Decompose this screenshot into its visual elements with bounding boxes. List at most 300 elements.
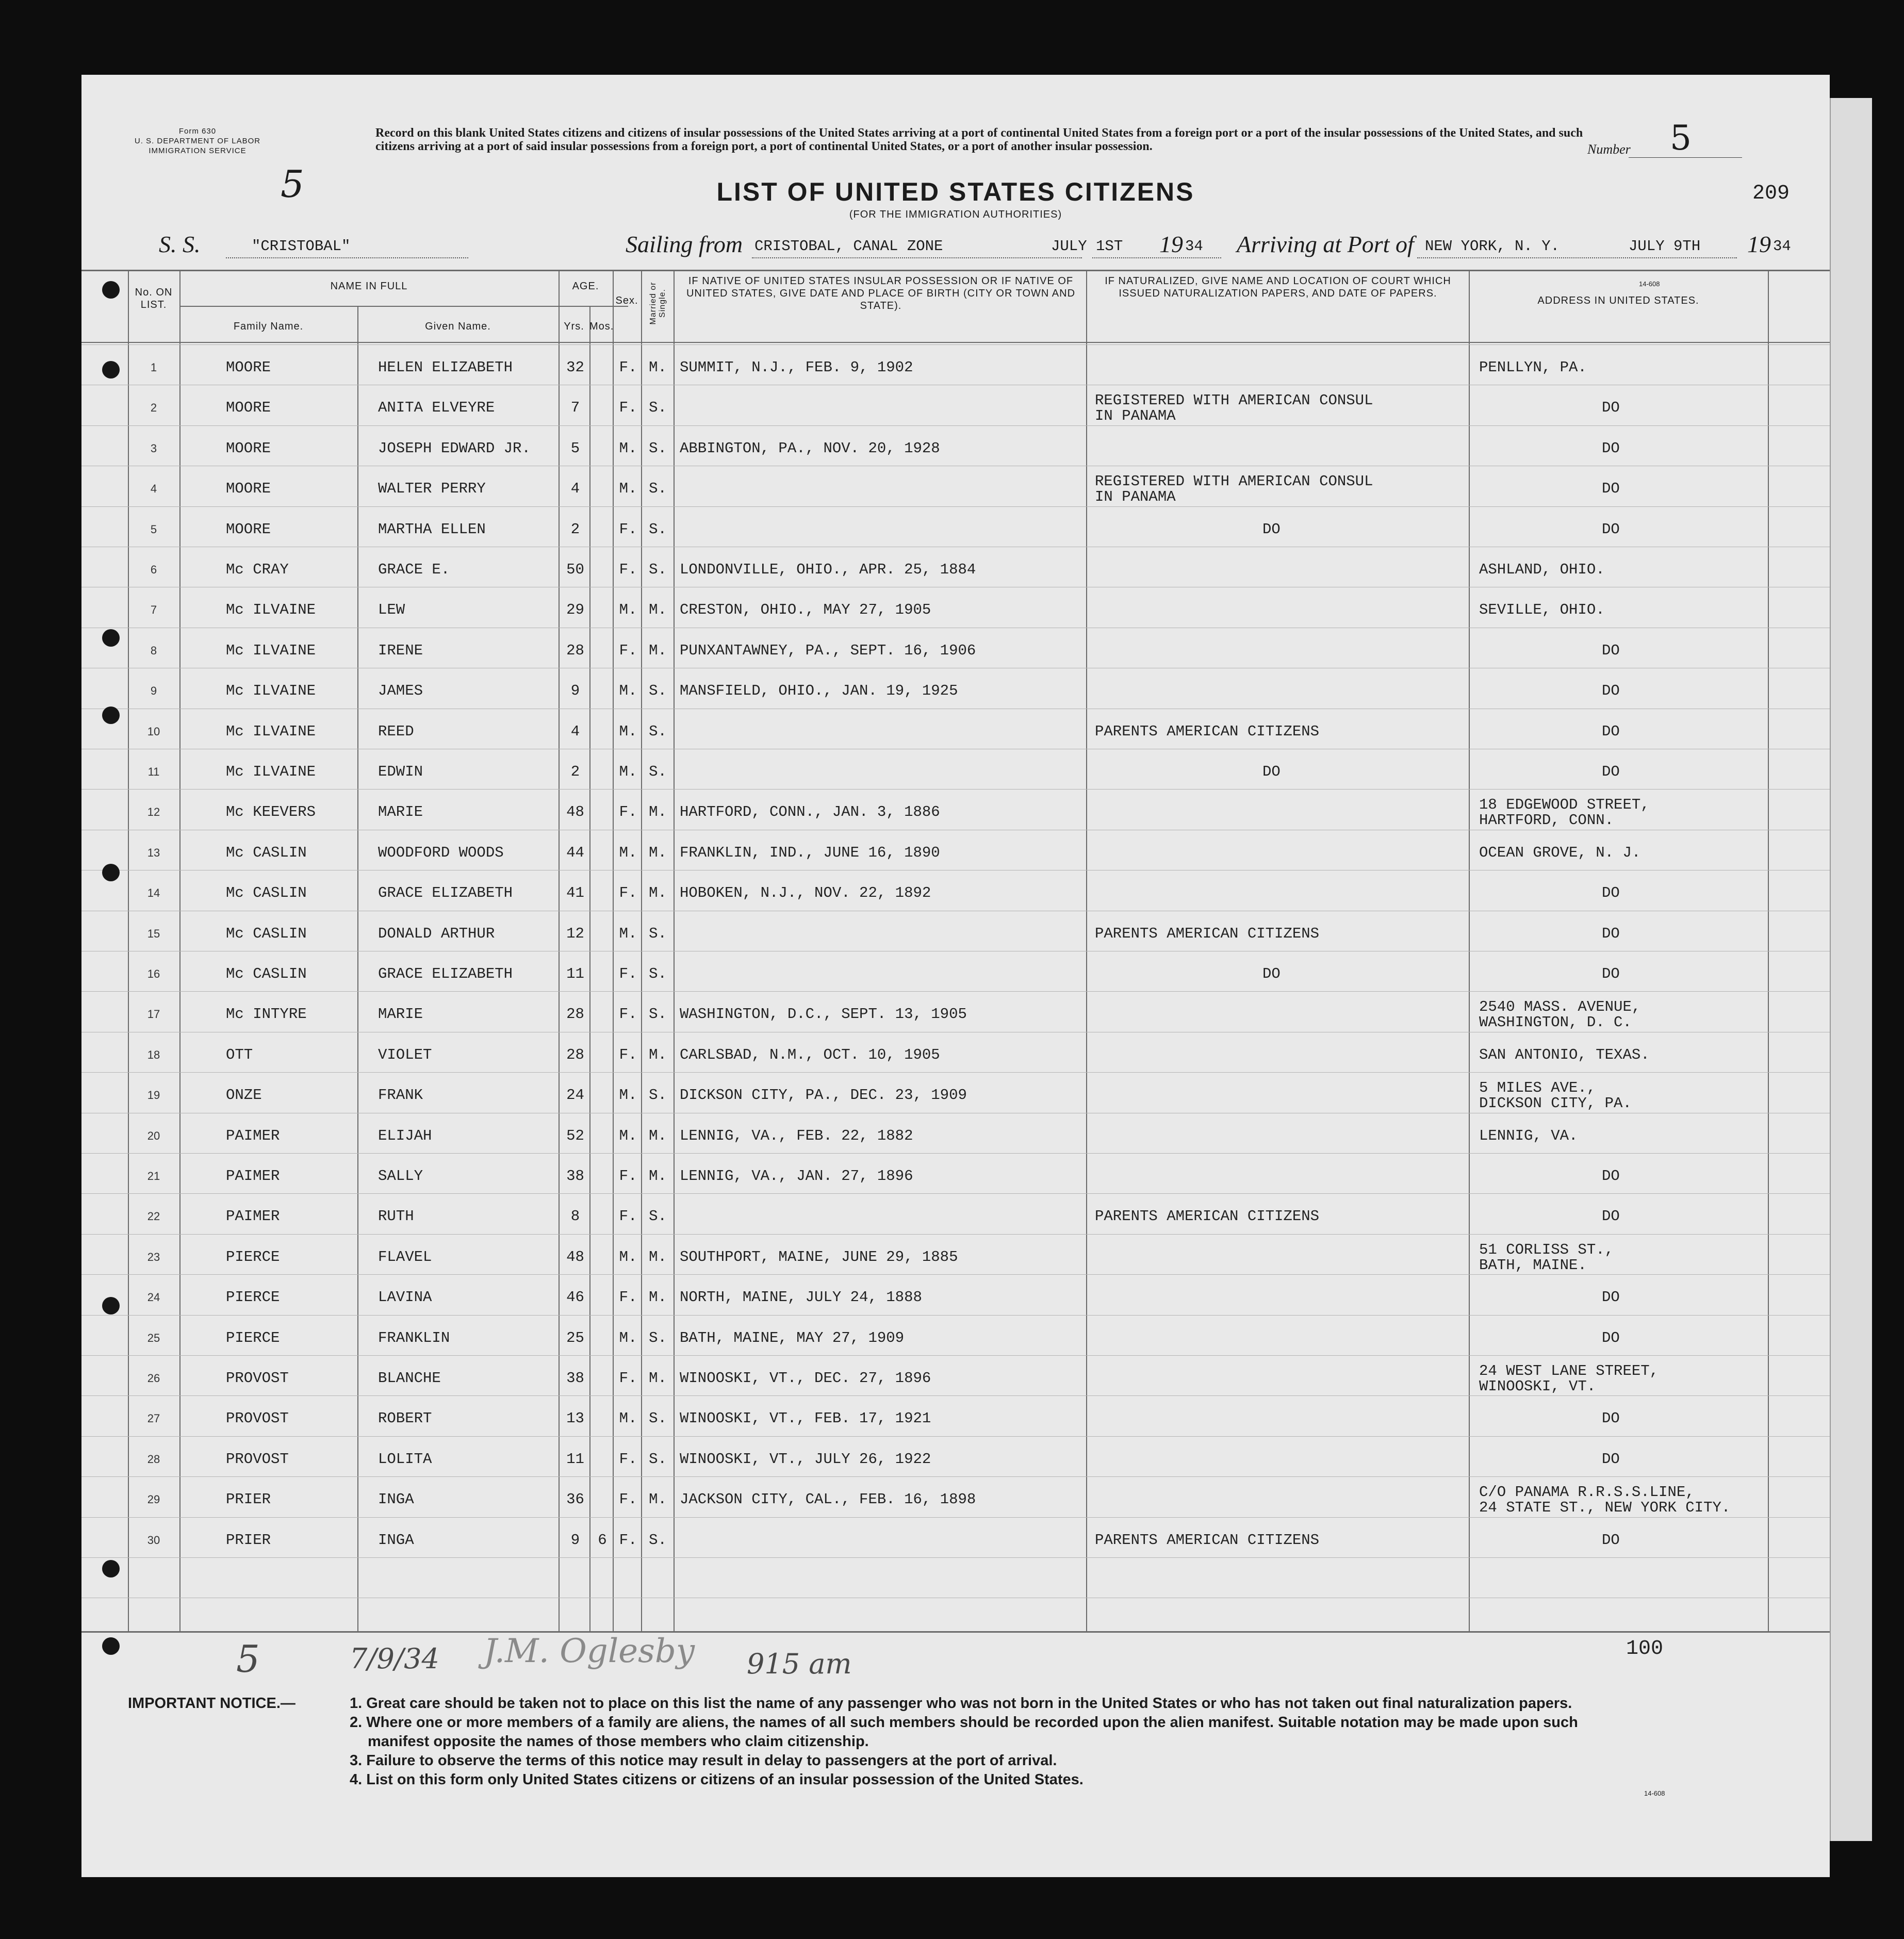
cell-sex: M. bbox=[619, 1127, 637, 1144]
cell-given: LAVINA bbox=[378, 1289, 432, 1306]
cell-addr1: SAN ANTONIO, TEXAS. bbox=[1479, 1046, 1650, 1063]
punch-hole bbox=[102, 1297, 120, 1314]
cell-family: MOORE bbox=[226, 399, 271, 417]
cell-sex: F. bbox=[619, 642, 637, 659]
cell-addr1: 51 CORLISS ST., bbox=[1479, 1241, 1614, 1258]
cell-family: Mc ILVAINE bbox=[226, 763, 316, 780]
record-instruction: Record on this blank United States citizens and citizens of insular possessions of the United States arriving at a port of continental United States from a foreign port or a port of the insular possessions of the United States, and such citizens arriving at a port of said insular possessions from a foreign port, a port of continental United States, or a port of another insular possession. bbox=[375, 126, 1583, 153]
col-line bbox=[613, 270, 614, 1631]
cell-birth: DICKSON CITY, PA., DEC. 23, 1909 bbox=[680, 1087, 967, 1104]
cell-no: 18 bbox=[147, 1048, 160, 1061]
cell-sex: F. bbox=[619, 561, 637, 578]
cell-family: Mc ILVAINE bbox=[226, 601, 316, 619]
cell-addr1: DO bbox=[1602, 439, 1620, 457]
cell-yrs: 48 bbox=[566, 803, 584, 821]
cell-birth: LENNIG, VA., JAN. 27, 1896 bbox=[680, 1168, 913, 1185]
cell-birth: JACKSON CITY, CAL., FEB. 16, 1898 bbox=[680, 1491, 976, 1508]
cell-given: DONALD ARTHUR bbox=[378, 925, 495, 942]
cell-family: ONZE bbox=[226, 1087, 262, 1104]
cell-ms: S. bbox=[649, 561, 667, 578]
cell-birth: LENNIG, VA., FEB. 22, 1882 bbox=[680, 1127, 913, 1144]
cell-birth: HOBOKEN, N.J., NOV. 22, 1892 bbox=[680, 884, 931, 902]
table-top-border bbox=[81, 270, 1830, 271]
cell-given: ROBERT bbox=[378, 1410, 432, 1427]
cell-birth: HARTFORD, CONN., JAN. 3, 1886 bbox=[680, 803, 940, 821]
cell-ms: M. bbox=[649, 1289, 667, 1306]
cell-ms: S. bbox=[649, 1208, 667, 1225]
cell-family: PRIER bbox=[226, 1531, 271, 1549]
cell-family: Mc ILVAINE bbox=[226, 642, 316, 659]
cell-yrs: 9 bbox=[570, 1531, 580, 1549]
cell-yrs: 13 bbox=[566, 1410, 584, 1427]
cell-given: HELEN ELIZABETH bbox=[378, 359, 513, 376]
age-subheader-rule bbox=[546, 306, 587, 307]
row-rule bbox=[81, 789, 1830, 790]
cell-yrs: 28 bbox=[566, 642, 584, 659]
cell-addr1: DO bbox=[1602, 1410, 1620, 1427]
punch-hole bbox=[102, 361, 120, 379]
cell-ms: S. bbox=[649, 520, 667, 538]
cell-yrs: 48 bbox=[566, 1248, 584, 1266]
col-line bbox=[128, 270, 129, 1631]
cell-ms: M. bbox=[649, 601, 667, 619]
footer-handwritten-time: 915 am bbox=[747, 1648, 852, 1680]
cell-no: 29 bbox=[147, 1493, 160, 1506]
cell-birth: WINOOSKI, VT., JULY 26, 1922 bbox=[680, 1450, 931, 1468]
arriving-port: NEW YORK, N. Y. bbox=[1425, 238, 1560, 255]
col-line bbox=[1469, 270, 1470, 1631]
cell-sex: F. bbox=[619, 1491, 637, 1508]
cell-addr1: DO bbox=[1602, 1289, 1620, 1306]
punch-hole bbox=[102, 629, 120, 647]
footer-handwritten-mark: 5 bbox=[236, 1637, 260, 1681]
row-rule bbox=[81, 1476, 1830, 1477]
cell-yrs: 46 bbox=[566, 1289, 584, 1306]
cell-no: 4 bbox=[150, 482, 157, 496]
row-rule bbox=[81, 1234, 1830, 1235]
form-id-block bbox=[130, 126, 265, 156]
row-rule bbox=[81, 1395, 1830, 1396]
cell-family: Mc CASLIN bbox=[226, 925, 307, 942]
punch-hole bbox=[102, 281, 120, 299]
cell-ms: S. bbox=[649, 1087, 667, 1104]
cell-family: PROVOST bbox=[226, 1450, 289, 1468]
row-rule bbox=[81, 1557, 1830, 1558]
cell-family: MOORE bbox=[226, 359, 271, 376]
sailing-label: Sailing from bbox=[626, 231, 743, 257]
cell-no: 11 bbox=[147, 765, 160, 778]
cell-addr1: 24 WEST LANE STREET, bbox=[1479, 1362, 1659, 1379]
cell-sex: M. bbox=[619, 1248, 637, 1266]
service-name: IMMIGRATION SERVICE bbox=[149, 146, 247, 155]
cell-no: 28 bbox=[147, 1452, 160, 1466]
from-date-underline bbox=[1092, 257, 1221, 258]
cell-no: 2 bbox=[150, 401, 157, 415]
cell-no: 12 bbox=[147, 806, 160, 819]
notice-item-2-continued: manifest opposite the names of those members who claim citizenship. bbox=[368, 1733, 869, 1750]
cell-sex: F. bbox=[619, 803, 637, 821]
cell-no: 20 bbox=[147, 1129, 160, 1142]
cell-no: 14 bbox=[147, 886, 160, 900]
cell-no: 16 bbox=[147, 967, 160, 980]
cell-yrs: 38 bbox=[566, 1370, 584, 1387]
cell-family: PAIMER bbox=[226, 1208, 280, 1225]
cell-birth: BATH, MAINE, MAY 27, 1909 bbox=[680, 1329, 905, 1346]
punch-hole bbox=[102, 864, 120, 881]
col-line bbox=[674, 270, 675, 1631]
cell-yrs: 2 bbox=[570, 763, 580, 780]
cell-given: GRACE ELIZABETH bbox=[378, 965, 513, 982]
cell-addr1: DO bbox=[1602, 722, 1620, 740]
cell-birth: LONDONVILLE, OHIO., APR. 25, 1884 bbox=[680, 561, 976, 578]
form-number: Form 630 bbox=[178, 127, 217, 136]
cell-sex: M. bbox=[619, 439, 637, 457]
cell-birth: CARLSBAD, N.M., OCT. 10, 1905 bbox=[680, 1046, 940, 1063]
cell-given: ELIJAH bbox=[378, 1127, 432, 1144]
cell-ms: M. bbox=[649, 844, 667, 861]
cell-nat1: DO bbox=[1262, 965, 1281, 982]
cell-yrs: 4 bbox=[570, 722, 580, 740]
print-code: 14-608 bbox=[1644, 1789, 1665, 1797]
cell-ms: S. bbox=[649, 1531, 667, 1549]
cell-no: 21 bbox=[147, 1170, 160, 1182]
department-name: U. S. DEPARTMENT OF LABOR bbox=[134, 137, 261, 145]
cell-birth: MANSFIELD, OHIO., JAN. 19, 1925 bbox=[680, 682, 958, 700]
header-print-code: 14-608 bbox=[1639, 280, 1660, 288]
cell-no: 23 bbox=[147, 1250, 160, 1263]
cell-given: JOSEPH EDWARD JR. bbox=[378, 439, 531, 457]
header-bottom-rule bbox=[81, 342, 1830, 343]
notice-item-3: 3. Failure to observe the terms of this notice may result in delay to passengers at the port of arrival. bbox=[350, 1752, 1057, 1769]
cell-addr1: DO bbox=[1602, 682, 1620, 700]
cell-addr2: WASHINGTON, D. C. bbox=[1479, 1014, 1632, 1031]
cell-yrs: 32 bbox=[566, 359, 584, 376]
cell-birth: NORTH, MAINE, JULY 24, 1888 bbox=[680, 1289, 922, 1306]
cell-nat1: PARENTS AMERICAN CITIZENS bbox=[1095, 1208, 1320, 1225]
punch-hole bbox=[102, 1637, 120, 1655]
cell-given: INGA bbox=[378, 1491, 414, 1508]
cell-family: MOORE bbox=[226, 520, 271, 538]
cell-ms: S. bbox=[649, 965, 667, 982]
cell-ms: S. bbox=[649, 1006, 667, 1023]
punch-hole bbox=[102, 706, 120, 724]
cell-addr1: DO bbox=[1602, 642, 1620, 659]
cell-nat1: DO bbox=[1262, 763, 1281, 780]
cell-nat2: IN PANAMA bbox=[1095, 488, 1176, 506]
row-rule bbox=[81, 1072, 1830, 1073]
cell-sex: M. bbox=[619, 1087, 637, 1104]
cell-birth: SOUTHPORT, MAINE, JUNE 29, 1885 bbox=[680, 1248, 958, 1266]
cell-birth: WINOOSKI, VT., FEB. 17, 1921 bbox=[680, 1410, 931, 1427]
footer-handwritten-date: 7/9/34 bbox=[350, 1642, 439, 1675]
cell-addr2: 24 STATE ST., NEW YORK CITY. bbox=[1479, 1499, 1731, 1517]
cell-ms: M. bbox=[649, 1127, 667, 1144]
cell-addr1: 5 MILES AVE., bbox=[1479, 1079, 1596, 1097]
cell-given: FLAVEL bbox=[378, 1248, 432, 1266]
handwritten-mark: 5 bbox=[281, 162, 304, 206]
from-underline bbox=[752, 257, 1082, 258]
cell-addr1: DO bbox=[1602, 763, 1620, 780]
page-number: 209 bbox=[1752, 182, 1790, 205]
cell-addr1: DO bbox=[1602, 925, 1620, 942]
ship-underline bbox=[226, 257, 468, 258]
cell-given: REED bbox=[378, 722, 414, 740]
cell-family: Mc INTYRE bbox=[226, 1006, 307, 1023]
row-rule bbox=[81, 1517, 1830, 1518]
sailing-date: JULY 1ST bbox=[1051, 238, 1123, 255]
cell-yrs: 44 bbox=[566, 844, 584, 861]
cell-ms: S. bbox=[649, 1329, 667, 1346]
table-bottom-border bbox=[81, 1631, 1830, 1633]
cell-birth: CRESTON, OHIO., MAY 27, 1905 bbox=[680, 601, 931, 619]
cell-family: Mc KEEVERS bbox=[226, 803, 316, 821]
cell-no: 3 bbox=[150, 441, 157, 455]
cell-sex: M. bbox=[619, 1329, 637, 1346]
cell-addr1: 18 EDGEWOOD STREET, bbox=[1479, 796, 1650, 814]
cell-sex: F. bbox=[619, 1168, 637, 1185]
row-rule bbox=[81, 344, 1830, 345]
cell-yrs: 38 bbox=[566, 1168, 584, 1185]
cell-ms: M. bbox=[649, 1491, 667, 1508]
cell-given: WOODFORD WOODS bbox=[378, 844, 504, 861]
cell-nat2: IN PANAMA bbox=[1095, 407, 1176, 425]
cell-no: 7 bbox=[150, 603, 157, 617]
cell-no: 25 bbox=[147, 1331, 160, 1344]
cell-no: 30 bbox=[147, 1533, 160, 1547]
cell-sex: M. bbox=[619, 480, 637, 498]
cell-given: SALLY bbox=[378, 1168, 423, 1185]
row-rule bbox=[81, 425, 1830, 426]
arriving-year: 34 bbox=[1773, 238, 1791, 255]
cell-no: 26 bbox=[147, 1372, 160, 1385]
cell-mos: 6 bbox=[598, 1531, 607, 1549]
cell-ms: S. bbox=[649, 682, 667, 700]
cell-ms: S. bbox=[649, 763, 667, 780]
col-line bbox=[179, 270, 180, 1631]
cell-addr2: WINOOSKI, VT. bbox=[1479, 1378, 1596, 1395]
cell-sex: F. bbox=[619, 1531, 637, 1549]
cell-family: PROVOST bbox=[226, 1410, 289, 1427]
col-line bbox=[589, 306, 590, 1631]
cell-nat1: PARENTS AMERICAN CITIZENS bbox=[1095, 722, 1320, 740]
back-page-edge bbox=[1830, 98, 1872, 1841]
page-title: LIST OF UNITED STATES CITIZENS bbox=[716, 177, 1195, 206]
cell-family: Mc CASLIN bbox=[226, 884, 307, 902]
cell-addr1: DO bbox=[1602, 520, 1620, 538]
cell-addr1: ASHLAND, OHIO. bbox=[1479, 561, 1605, 578]
cell-ms: S. bbox=[649, 1450, 667, 1468]
row-rule bbox=[81, 1153, 1830, 1154]
cell-addr1: DO bbox=[1602, 1168, 1620, 1185]
cell-birth: SUMMIT, N.J., FEB. 9, 1902 bbox=[680, 359, 913, 376]
cell-family: PAIMER bbox=[226, 1168, 280, 1185]
header-married-single: Married or Single. bbox=[649, 282, 667, 325]
cell-yrs: 28 bbox=[566, 1006, 584, 1023]
cell-family: Mc CASLIN bbox=[226, 844, 307, 861]
cell-given: ANITA ELVEYRE bbox=[378, 399, 495, 417]
sailing-year-prefix: 19 bbox=[1159, 231, 1183, 257]
cell-given: VIOLET bbox=[378, 1046, 432, 1063]
cell-given: INGA bbox=[378, 1531, 414, 1549]
cell-sex: F. bbox=[619, 884, 637, 902]
voyage-line bbox=[159, 231, 1809, 261]
cell-addr1: LENNIG, VA. bbox=[1479, 1127, 1578, 1144]
notice-item-1: 1. Great care should be taken not to place on this list the name of any passenger who was not born in the United States or who has not taken out final naturalization papers. bbox=[350, 1695, 1572, 1712]
cell-no: 10 bbox=[147, 725, 160, 738]
cell-family: Mc CRAY bbox=[226, 561, 289, 578]
cell-given: JAMES bbox=[378, 682, 423, 700]
header-given-name: Given Name. bbox=[425, 321, 491, 332]
cell-family: MOORE bbox=[226, 480, 271, 498]
cell-family: PAIMER bbox=[226, 1127, 280, 1144]
cell-birth: FRANKLIN, IND., JUNE 16, 1890 bbox=[680, 844, 940, 861]
cell-sex: F. bbox=[619, 1208, 637, 1225]
cell-nat1: DO bbox=[1262, 520, 1281, 538]
cell-given: FRANKLIN bbox=[378, 1329, 450, 1346]
row-rule bbox=[81, 1315, 1830, 1316]
manifest-page bbox=[81, 75, 1830, 1877]
cell-family: OTT bbox=[226, 1046, 253, 1063]
cell-yrs: 11 bbox=[566, 1450, 584, 1468]
passenger-table bbox=[81, 270, 1830, 1631]
cell-ms: S. bbox=[649, 722, 667, 740]
notice-heading: IMPORTANT NOTICE.— bbox=[128, 1695, 296, 1712]
cell-yrs: 5 bbox=[570, 439, 580, 457]
cell-yrs: 7 bbox=[570, 399, 580, 417]
cell-addr1: 2540 MASS. AVENUE, bbox=[1479, 998, 1641, 1016]
cell-nat1: PARENTS AMERICAN CITIZENS bbox=[1095, 1531, 1320, 1549]
cell-sex: F. bbox=[619, 520, 637, 538]
page-subtitle: (FOR THE IMMIGRATION AUTHORITIES) bbox=[849, 209, 1062, 220]
arriving-date: JULY 9TH bbox=[1629, 238, 1701, 255]
cell-yrs: 11 bbox=[566, 965, 584, 982]
row-rule bbox=[81, 1436, 1830, 1437]
cell-sex: F. bbox=[619, 1450, 637, 1468]
col-line bbox=[559, 270, 560, 1631]
cell-family: MOORE bbox=[226, 439, 271, 457]
cell-family: PIERCE bbox=[226, 1248, 280, 1266]
cell-yrs: 36 bbox=[566, 1491, 584, 1508]
header-naturalized: IF NATURALIZED, GIVE NAME AND LOCATION OF COURT WHICH ISSUED NATURALIZATION PAPERS, AND DATE OF PAPERS. bbox=[1105, 275, 1451, 299]
cell-no: 22 bbox=[147, 1210, 160, 1223]
cell-ms: M. bbox=[649, 642, 667, 659]
cell-yrs: 29 bbox=[566, 601, 584, 619]
cell-sex: M. bbox=[619, 844, 637, 861]
cell-no: 8 bbox=[150, 644, 157, 657]
number-value: 5 bbox=[1670, 118, 1692, 158]
cell-ms: M. bbox=[649, 1046, 667, 1063]
cell-sex: F. bbox=[619, 965, 637, 982]
cell-birth: WINOOSKI, VT., DEC. 27, 1896 bbox=[680, 1370, 931, 1387]
header-yrs: Yrs. bbox=[564, 321, 584, 332]
cell-yrs: 25 bbox=[566, 1329, 584, 1346]
cell-yrs: 28 bbox=[566, 1046, 584, 1063]
cell-family: Mc CASLIN bbox=[226, 965, 307, 982]
cell-nat1: REGISTERED WITH AMERICAN CONSUL bbox=[1095, 473, 1373, 490]
cell-sex: F. bbox=[619, 399, 637, 417]
cell-ms: S. bbox=[649, 399, 667, 417]
ship-name: "CRISTOBAL" bbox=[252, 238, 351, 255]
port-underline bbox=[1417, 257, 1737, 258]
cell-no: 19 bbox=[147, 1089, 160, 1102]
header-birthplace: IF NATIVE OF UNITED STATES INSULAR POSSESSION OR IF NATIVE OF UNITED STATES, GIVE DATE AND PLACE OF BIRTH (CITY OR TOWN AND STATE). bbox=[686, 275, 1076, 311]
cell-no: 1 bbox=[150, 361, 157, 374]
cell-sex: F. bbox=[619, 1046, 637, 1063]
cell-yrs: 50 bbox=[566, 561, 584, 578]
cell-nat1: REGISTERED WITH AMERICAN CONSUL bbox=[1095, 392, 1373, 409]
ss-label: S. S. bbox=[159, 231, 201, 257]
cell-family: PIERCE bbox=[226, 1329, 280, 1346]
cell-yrs: 2 bbox=[570, 520, 580, 538]
cell-addr1: C/O PANAMA R.R.S.S.LINE, bbox=[1479, 1484, 1695, 1501]
cell-birth: PUNXANTAWNEY, PA., SEPT. 16, 1906 bbox=[680, 642, 976, 659]
cell-given: WALTER PERRY bbox=[378, 480, 486, 498]
cell-given: MARTHA ELLEN bbox=[378, 520, 486, 538]
cell-given: GRACE E. bbox=[378, 561, 450, 578]
cell-given: FRANK bbox=[378, 1087, 423, 1104]
cell-family: PROVOST bbox=[226, 1370, 289, 1387]
cell-addr1: DO bbox=[1602, 965, 1620, 982]
cell-given: LOLITA bbox=[378, 1450, 432, 1468]
cell-sex: M. bbox=[619, 763, 637, 780]
cell-no: 17 bbox=[147, 1008, 160, 1021]
row-rule bbox=[81, 1274, 1830, 1275]
cell-addr2: BATH, MAINE. bbox=[1479, 1256, 1587, 1274]
arriving-year-prefix: 19 bbox=[1747, 231, 1771, 257]
cell-given: EDWIN bbox=[378, 763, 423, 780]
cell-no: 15 bbox=[147, 927, 160, 940]
cell-no: 24 bbox=[147, 1291, 160, 1304]
header-age: AGE. bbox=[572, 281, 599, 292]
footer-count: 100 bbox=[1626, 1637, 1664, 1661]
header-no: No. ON LIST. bbox=[135, 287, 173, 310]
header-address: ADDRESS IN UNITED STATES. bbox=[1537, 295, 1699, 306]
cell-yrs: 41 bbox=[566, 884, 584, 902]
cell-given: GRACE ELIZABETH bbox=[378, 884, 513, 902]
cell-yrs: 24 bbox=[566, 1087, 584, 1104]
cell-birth: WASHINGTON, D.C., SEPT. 13, 1905 bbox=[680, 1006, 967, 1023]
cell-ms: S. bbox=[649, 925, 667, 942]
col-line bbox=[357, 306, 358, 1631]
header-family-name: Family Name. bbox=[233, 321, 304, 332]
punch-hole bbox=[102, 1560, 120, 1578]
number-label: Number bbox=[1587, 142, 1631, 157]
cell-no: 27 bbox=[147, 1412, 160, 1425]
cell-addr1: DO bbox=[1602, 1450, 1620, 1468]
cell-no: 9 bbox=[150, 684, 157, 698]
cell-given: MARIE bbox=[378, 1006, 423, 1023]
cell-addr1: DO bbox=[1602, 399, 1620, 417]
cell-family: PRIER bbox=[226, 1491, 271, 1508]
cell-given: RUTH bbox=[378, 1208, 414, 1225]
cell-nat1: PARENTS AMERICAN CITIZENS bbox=[1095, 925, 1320, 942]
cell-ms: M. bbox=[649, 1370, 667, 1387]
cell-sex: M. bbox=[619, 601, 637, 619]
cell-addr1: DO bbox=[1602, 1329, 1620, 1346]
cell-yrs: 9 bbox=[570, 682, 580, 700]
cell-no: 6 bbox=[150, 563, 157, 576]
sailing-from: CRISTOBAL, CANAL ZONE bbox=[754, 238, 943, 255]
cell-addr1: PENLLYN, PA. bbox=[1479, 359, 1587, 376]
cell-sex: M. bbox=[619, 925, 637, 942]
cell-sex: M. bbox=[619, 722, 637, 740]
row-rule bbox=[81, 1355, 1830, 1356]
cell-ms: S. bbox=[649, 480, 667, 498]
cell-family: PIERCE bbox=[226, 1289, 280, 1306]
sailing-year: 34 bbox=[1185, 238, 1203, 255]
cell-ms: M. bbox=[649, 884, 667, 902]
cell-given: LEW bbox=[378, 601, 405, 619]
